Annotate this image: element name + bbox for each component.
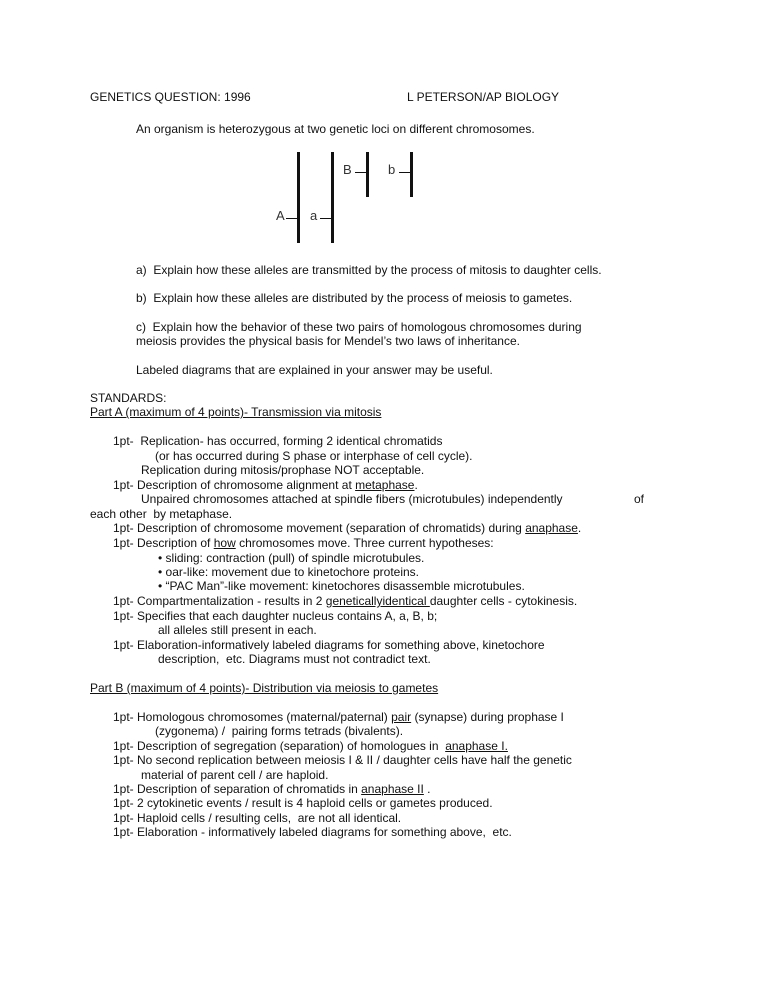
chromosome-a: [331, 152, 334, 243]
rubric-line: all alleles still present in each.: [158, 623, 317, 637]
chromosome-b: [410, 152, 413, 197]
rubric-line: each other by metaphase.: [90, 507, 233, 521]
text-span: 1pt- Description of separation of chromatids in: [113, 782, 362, 796]
rubric-line: • oar-like: movement due to kinetochore proteins.: [158, 565, 419, 579]
rubric-line: Replication during mitosis/prophase NOT acceptable.: [141, 463, 425, 477]
rubric-line: 1pt- No second replication between meiosis I & II / daughter cells have half the genetic: [113, 753, 572, 767]
locus-tick: [286, 218, 298, 219]
rubric-line: material of parent cell / are haploid.: [141, 768, 329, 782]
rubric-line: (or has occurred during S phase or interphase of cell cycle).: [155, 449, 473, 463]
rubric-line: 1pt- Replication- has occurred, forming 2 identical chromatids: [113, 434, 443, 448]
question-c: c) Explain how the behavior of these two pairs of homologous chromosomes during: [136, 320, 582, 334]
rubric-line: 1pt- 2 cytokinetic events / result is 4 haploid cells or gametes produced.: [113, 796, 493, 810]
rubric-line: description, etc. Diagrams must not contradict text.: [158, 652, 431, 666]
rubric-line: [113, 594, 577, 608]
rubric-line: [113, 710, 564, 724]
underlined-term: geneticallyidentical: [325, 594, 430, 608]
allele-label: B: [343, 162, 352, 177]
rubric-line: (zygonema) / pairing forms tetrads (bivalents).: [155, 724, 404, 738]
part-b-title: Part B (maximum of 4 points)- Distribution via meiosis to gametes: [90, 681, 439, 695]
text-span: chromosomes move. Three current hypotheses:: [235, 536, 494, 550]
underlined-term: pair: [391, 710, 412, 724]
rubric-line: 1pt- Haploid cells / resulting cells, are not all identical.: [113, 811, 402, 825]
text-span: .: [414, 478, 418, 492]
text-span: .: [423, 782, 431, 796]
rubric-line: [113, 782, 431, 796]
underlined-term: anaphase II: [361, 782, 424, 796]
underlined-term: metaphase: [355, 478, 415, 492]
text-span: 1pt- Description of chromosome movement (separation of chromatids) during: [113, 521, 526, 535]
rubric-line: 1pt- Elaboration - informatively labeled diagrams for something above, etc.: [113, 825, 512, 839]
rubric-line: [113, 521, 581, 535]
text-span: (synapse) during prophase I: [411, 710, 564, 724]
intro-text: An organism is heterozygous at two genetic loci on different chromosomes.: [136, 122, 535, 136]
underlined-term: anaphase: [525, 521, 578, 535]
rubric-line: of: [634, 492, 645, 506]
question-c-cont: meiosis provides the physical basis for Mendel’s two laws of inheritance.: [136, 334, 520, 348]
rubric-line: Unpaired chromosomes attached at spindle fibers (microtubules) independently: [141, 492, 563, 506]
rubric-line: • “PAC Man”-like movement: kinetochores disassemble microtubules.: [158, 579, 525, 593]
underlined-term: how: [213, 536, 236, 550]
rubric-line: • sliding: contraction (pull) of spindle microtubules.: [158, 551, 425, 565]
rubric-line: [113, 478, 418, 492]
rubric-line: [113, 536, 494, 550]
header-left: GENETICS QUESTION: 1996: [90, 90, 251, 104]
underlined-term: anaphase I.: [445, 739, 508, 753]
question-a: a) Explain how these alleles are transmitted by the process of mitosis to daughter cells.: [136, 263, 602, 277]
part-a-title: Part A (maximum of 4 points)- Transmission via mitosis: [90, 405, 382, 419]
text-span: 1pt- Compartmentalization - results in 2: [113, 594, 326, 608]
rubric-line: 1pt- Specifies that each daughter nucleus contains A, a, B, b;: [113, 609, 438, 623]
header-right: L PETERSON/AP BIOLOGY: [407, 90, 560, 104]
rubric-line: 1pt- Elaboration-informatively labeled diagrams for something above, kinetochore: [113, 638, 545, 652]
allele-label: b: [388, 162, 396, 177]
chromosome-B: [366, 152, 369, 197]
standards-heading: STANDARDS:: [90, 391, 167, 405]
allele-label: a: [310, 208, 318, 223]
text-span: 1pt- Homologous chromosomes (maternal/paternal): [113, 710, 392, 724]
rubric-line: [113, 739, 508, 753]
text-span: .: [577, 521, 582, 535]
text-span: daughter cells - cytokinesis.: [429, 594, 578, 608]
text-span: 1pt- Description of chromosome alignment at: [113, 478, 356, 492]
allele-label: A: [276, 208, 285, 223]
text-span: 1pt- Description of segregation (separation) of homologues in: [113, 739, 446, 753]
text-span: 1pt- Description of: [113, 536, 214, 550]
chromosome-A: [297, 152, 300, 243]
locus-tick: [355, 172, 367, 173]
diagram-note: Labeled diagrams that are explained in your answer may be useful.: [136, 363, 493, 377]
locus-tick: [320, 218, 332, 219]
question-b: b) Explain how these alleles are distributed by the process of meiosis to gametes.: [136, 291, 573, 305]
locus-tick: [399, 172, 411, 173]
